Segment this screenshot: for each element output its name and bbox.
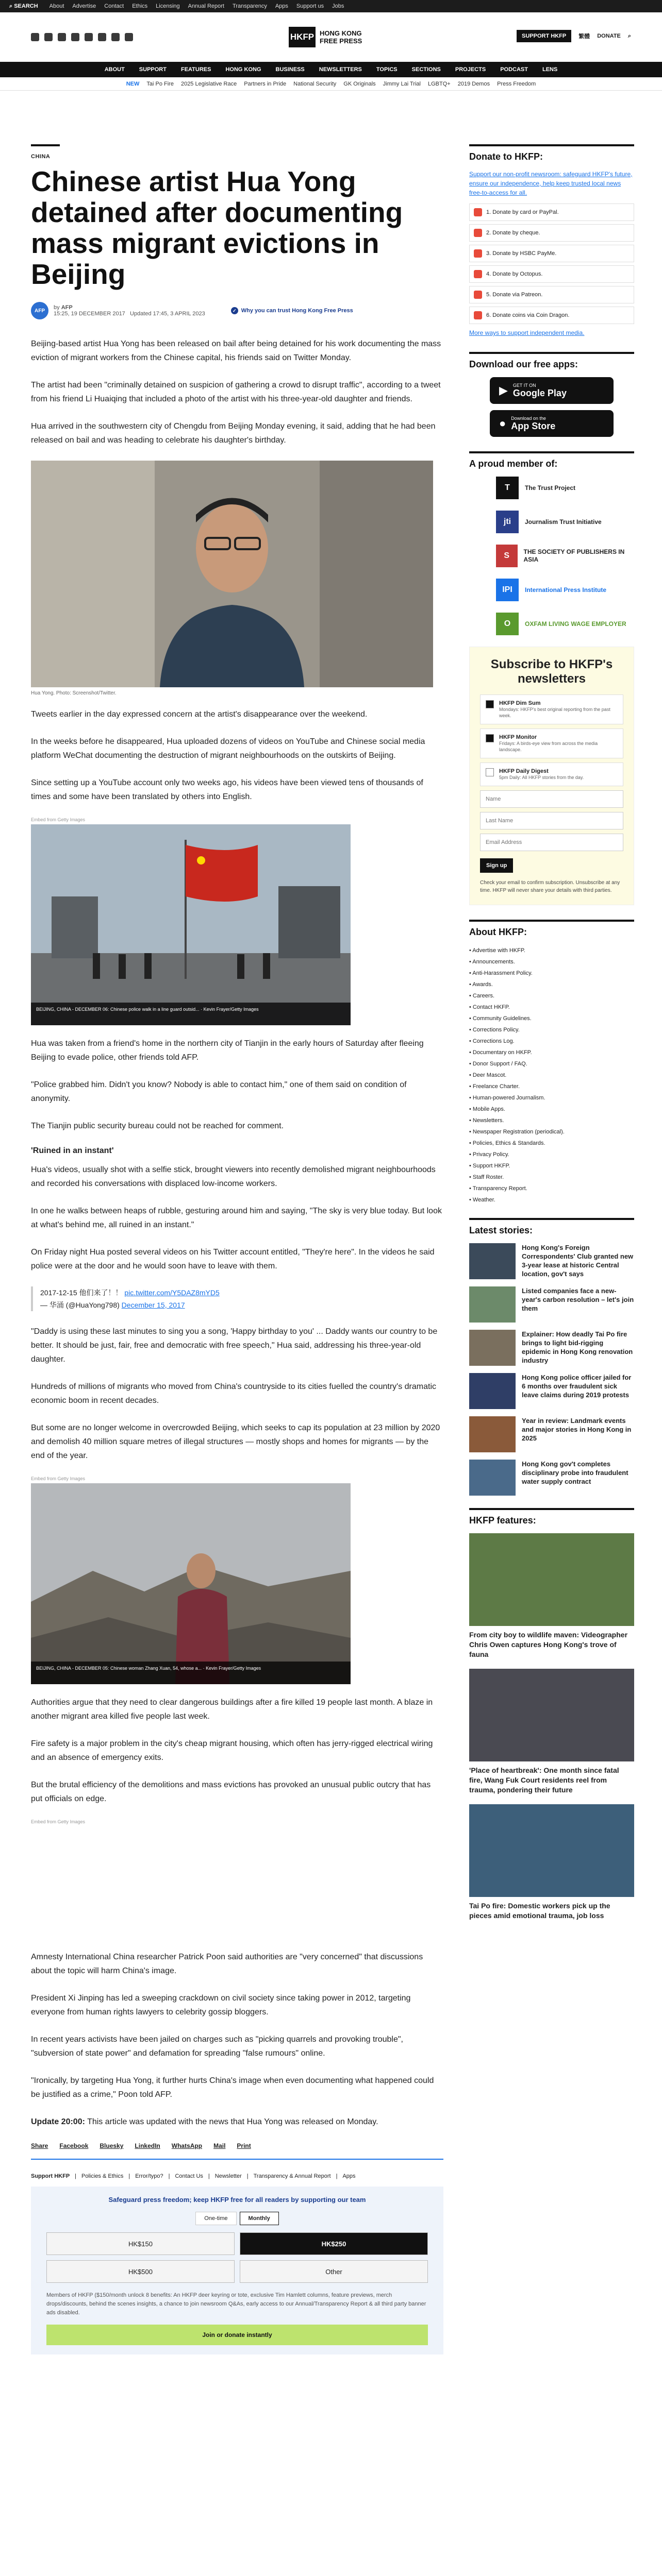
newsletter-title: Subscribe to HKFP's newsletters <box>490 657 613 686</box>
donate-section <box>469 144 634 337</box>
member-logo[interactable] <box>496 545 634 567</box>
features-section <box>469 1508 634 1921</box>
top-link-apps[interactable]: Apps <box>275 3 288 9</box>
donate-intro[interactable]: Support our non-profit newsroom: safeguard HKFP's future, ensure our independence, help keep trusted local news free-to-access for all. <box>469 171 633 196</box>
donate-method[interactable] <box>469 204 634 221</box>
latest-story[interactable] <box>469 1330 634 1366</box>
oxfam-icon: O <box>496 613 519 635</box>
support-hkfp-button[interactable]: SUPPORT HKFP <box>517 30 571 42</box>
category-rule <box>31 144 60 146</box>
about-link[interactable]: • Freelance Charter. <box>469 1083 520 1090</box>
trending-item[interactable]: 2025 Legislative Race <box>180 80 237 87</box>
share-whatsapp[interactable]: WhatsApp <box>171 2142 203 2149</box>
newsletter-option[interactable] <box>480 762 623 786</box>
about-link[interactable]: • Advertise with HKFP. <box>469 947 525 954</box>
tab-monthly[interactable]: Monthly <box>240 2212 279 2225</box>
about-link[interactable]: • Careers. <box>469 993 495 999</box>
about-link[interactable]: • Support HKFP. <box>469 1163 510 1169</box>
about-title: About HKFP: <box>469 920 634 938</box>
donation-frequency-tabs <box>46 2212 428 2225</box>
trending-item[interactable]: Jimmy Lai Trial <box>383 80 421 87</box>
donate-method-label: 1. Donate by card or PayPal. <box>486 209 559 215</box>
join-donate-button[interactable]: Join or donate instantly <box>46 2325 428 2345</box>
sidebar <box>469 144 634 1930</box>
story-thumbnail <box>469 1330 516 1366</box>
publish-date: 15:25, 19 DECEMBER 2017 <box>54 311 125 317</box>
amount-option[interactable]: HK$500 <box>46 2260 235 2283</box>
story-thumbnail <box>469 1373 516 1409</box>
top-link-licensing[interactable]: Licensing <box>156 3 180 9</box>
nav-sections[interactable]: SECTIONS <box>411 66 441 73</box>
donate-method-label: 3. Donate by HSBC PayMe. <box>486 250 557 257</box>
top-link-transparency[interactable]: Transparency <box>232 3 267 9</box>
donation-amounts <box>46 2232 428 2283</box>
about-link[interactable]: • Donor Support / FAQ. <box>469 1061 527 1067</box>
option-desc: Mondays: HKFP's best original reporting from the past week. <box>499 707 610 718</box>
paragraph: Hua arrived in the southwestern city of Chengdu from Beijing Monday evening, it said, adding that he had been released on bail and was heading to celebrate his daughter's birthday. <box>31 422 436 445</box>
article-title: Chinese artist Hua Yong detained after documenting mass migrant evictions in Beijing <box>31 165 403 290</box>
paragraph: President Xi Jinping has led a sweeping crackdown on civil society since taking power in 2012, targeting everyone from human rights lawyers to celebrity gossip bloggers. <box>31 1994 411 2016</box>
about-link[interactable]: • Newspaper Registration (periodical). <box>469 1129 565 1135</box>
embedded-tweet[interactable] <box>31 1286 443 1311</box>
latest-section <box>469 1218 634 1496</box>
paragraph: In recent years activists have been jailed on charges such as "picking quarrels and provoking trouble", "subversion of state power" and defamation for spreading "false rumours" online. <box>31 2035 403 2058</box>
amount-option-other[interactable]: Other <box>240 2260 428 2283</box>
latest-story[interactable] <box>469 1243 634 1279</box>
getty-caption: BEIJING, CHINA - DECEMBER 06: Chinese police walk in a line guard outsid... · Kevin Frayer/Getty Images <box>31 1003 351 1025</box>
top-utility-bar <box>0 0 662 12</box>
share-facebook[interactable]: Facebook <box>59 2142 89 2149</box>
sopa-icon: S <box>496 545 518 567</box>
story-thumbnail <box>469 1243 516 1279</box>
about-list <box>469 945 634 1206</box>
hua-yong-photo <box>31 461 433 687</box>
member-name: THE SOCIETY OF PUBLISHERS IN ASIA <box>523 548 625 563</box>
member-name: OXFAM LIVING WAGE EMPLOYER <box>525 620 626 628</box>
feature-story[interactable] <box>469 1669 634 1795</box>
membership-note: Members of HKFP ($150/month unlock 8 benefits: An HKFP deer keyring or tote, exclusive Tim Hamlett columns, feature previews, merch drops/discounts, behind the scenes insights, a chance to join newsroom Q&As, early access to our Annual/Transparency Report & all third party banner ads disabled. <box>46 2292 426 2316</box>
badge-big-text: Google Play <box>512 387 567 398</box>
byline: AFP by AFP 15:25, 19 DECEMBER 2017 Updated 17:45, 3 APRIL 2023 ✓ Why you can trust Hong Kong Free Press <box>31 302 443 319</box>
feature-title: Tai Po fire: Domestic workers pick up the pieces amid emotional trauma, job loss <box>469 1902 610 1920</box>
story-title: Hong Kong police officer jailed for 6 months over fraudulent sick leave claims during 2019 protests <box>522 1374 632 1399</box>
apple-icon: ● <box>499 417 506 430</box>
donate-method-label: 4. Donate by Octopus. <box>486 271 543 277</box>
app-store-badge[interactable] <box>490 410 614 437</box>
nav-podcast[interactable]: PODCAST <box>500 66 528 73</box>
check-icon: ✓ <box>231 307 238 314</box>
play-icon: ▶ <box>499 384 508 397</box>
donate-method-label: 6. Donate coins via Coin Dragon. <box>486 312 570 318</box>
about-link[interactable]: • Newsletters. <box>469 1117 504 1124</box>
tweet-text: 2017-12-15 他们来了！！ <box>40 1289 123 1297</box>
signup-button[interactable]: Sign up <box>480 858 513 873</box>
latest-story[interactable] <box>469 1416 634 1452</box>
story-title: Explainer: How deadly Tai Po fire brings to light bid-rigging epidemic in Hong Kong renovation industry <box>522 1330 633 1364</box>
logo-text: HONG KONG FREE PRESS <box>320 29 362 45</box>
lead-photo-figure <box>31 461 443 696</box>
paragraph: On Friday night Hua posted several videos on his Twitter account entitled, "They're here". In the videos he said police were at the door and he would soon have to leave with them. <box>31 1248 435 1270</box>
share-bluesky[interactable]: Bluesky <box>100 2142 124 2149</box>
police-scene-illustration <box>31 824 351 1025</box>
nav-business[interactable]: BUSINESS <box>275 66 305 73</box>
paragraph: But some are no longer welcome in overcrowded Beijing, which seeks to cap its population at 23 million by 2020 and demolish 40 million square metres of illegal structures — mostly shops and homes for migrants — by the end of the year. <box>31 1423 440 1460</box>
paragraph: "Police grabbed him. Didn't you know? Nobody is able to contact him," one of them said on condition of anonymity. <box>31 1080 407 1103</box>
search-link[interactable]: ⌕ SEARCH <box>9 3 38 9</box>
about-link[interactable]: • Transparency Report. <box>469 1185 527 1192</box>
member-logo[interactable] <box>496 579 634 601</box>
checkbox[interactable] <box>486 768 494 776</box>
paragraph: "Daddy is using these last minutes to sing you a song, 'Happy birthday to you' ... Daddy wants our country to be better. It should be just, fair, free and democratic with free speech," Hua said, addressing his three-year-old daughter. <box>31 1327 438 1364</box>
option-title: HKFP Daily Digest <box>499 768 549 774</box>
card-icon <box>474 208 482 216</box>
article <box>31 144 443 2354</box>
footer-link-contact[interactable]: Contact Us <box>175 2173 203 2179</box>
latest-story[interactable] <box>469 1286 634 1323</box>
youtube-icon[interactable] <box>85 33 93 41</box>
memberships-section <box>469 451 634 635</box>
latest-story[interactable] <box>469 1373 634 1409</box>
about-link[interactable]: • Documentary on HKFP. <box>469 1049 532 1056</box>
share-bar <box>31 2142 443 2149</box>
newsletter-option[interactable] <box>480 694 623 724</box>
getty-embed-3-placeholder <box>31 1826 443 1950</box>
about-link[interactable]: • Weather. <box>469 1197 495 1203</box>
footer-link-transparency[interactable]: Transparency & Annual Report <box>253 2173 331 2179</box>
footer-link-error[interactable]: Error/typo? <box>135 2173 163 2179</box>
top-link-contact[interactable]: Contact <box>104 3 124 9</box>
about-link[interactable]: • Deer Mascot. <box>469 1072 507 1078</box>
email-input[interactable] <box>480 834 623 851</box>
about-link[interactable]: • Community Guidelines. <box>469 1015 532 1022</box>
nav-features[interactable]: FEATURES <box>180 66 211 73</box>
getty-label: Embed from Getty Images <box>31 1819 86 1824</box>
trending-item[interactable]: National Security <box>293 80 337 87</box>
more-ways-link[interactable]: More ways to support independent media. <box>469 329 585 336</box>
donation-title: Safeguard press freedom; keep HKFP free for all readers by supporting our team <box>108 2196 366 2204</box>
mail-icon[interactable] <box>125 33 133 41</box>
signup-note: Check your email to confirm subscription. Unsubscribe at any time. HKFP will never share your details with third parties. <box>480 880 620 893</box>
language-switch[interactable]: 繁體 <box>578 33 590 40</box>
badge-small-text: GET IT ON <box>512 382 536 388</box>
trending-item[interactable]: Partners in Pride <box>244 80 287 87</box>
facebook-icon[interactable] <box>31 33 39 41</box>
story-title: Hong Kong gov't completes disciplinary probe into fraudulent water supply contract <box>522 1460 628 1485</box>
search-icon[interactable]: ⌕ <box>627 32 631 39</box>
main-nav <box>0 62 662 77</box>
update-text: This article was updated with the news that Hua Yong was released on Monday. <box>87 2117 378 2126</box>
paragraph: The Tianjin public security bureau could not be reached for comment. <box>31 1122 284 1130</box>
about-link[interactable]: • Staff Roster. <box>469 1174 504 1180</box>
article-category[interactable]: CHINA <box>31 154 51 160</box>
top-link-advertise[interactable]: Advertise <box>72 3 96 9</box>
ipi-icon: IPI <box>496 579 519 601</box>
bluesky-icon[interactable] <box>98 33 106 41</box>
newsletter-signup <box>469 647 634 905</box>
newsletter-option[interactable] <box>480 728 623 758</box>
getty-label: Embed from Getty Images <box>31 1476 86 1481</box>
nav-topics[interactable]: TOPICS <box>376 66 398 73</box>
top-link-jobs[interactable]: Jobs <box>332 3 344 9</box>
donate-method[interactable] <box>469 307 634 324</box>
donation-widget <box>31 2187 443 2354</box>
updated-date: Updated 17:45, 3 APRIL 2023 <box>129 311 205 317</box>
share-button[interactable]: Share <box>31 2142 48 2149</box>
payme-icon <box>474 249 482 258</box>
photo-caption: Hua Yong. Photo: Screenshot/Twitter. <box>31 690 117 696</box>
amount-option-selected[interactable]: HK$250 <box>240 2232 428 2255</box>
author-name[interactable]: AFP <box>61 304 73 311</box>
last-name-input[interactable] <box>480 812 623 829</box>
story-title: Year in review: Landmark events and major stories in Hong Kong in 2025 <box>522 1417 632 1442</box>
nav-lens[interactable]: LENS <box>542 66 558 73</box>
tweet-link[interactable]: pic.twitter.com/Y5DAZ8mYD5 <box>124 1289 220 1297</box>
story-title: Hong Kong's Foreign Correspondents' Club granted new 3-year lease at historic Central location, gov't says <box>522 1244 634 1278</box>
paragraph: Hundreds of millions of migrants who moved from China's countryside to its cities fuelled the country's dramatic economic boom in recent decades. <box>31 1382 436 1405</box>
latest-story[interactable] <box>469 1460 634 1496</box>
apps-section-title: Download our free apps: <box>469 352 634 370</box>
about-link[interactable]: • Announcements. <box>469 959 515 965</box>
trending-item[interactable]: GK Originals <box>343 80 376 87</box>
about-link[interactable]: • Human-powered Journalism. <box>469 1095 545 1101</box>
author-avatar[interactable]: AFP <box>31 302 48 319</box>
share-mail[interactable]: Mail <box>213 2142 226 2149</box>
tweet-author: — 华涌 (@HuaYong798) <box>40 1301 120 1309</box>
getty-photo-woman <box>31 1483 351 1684</box>
paragraph: Authorities argue that they need to clear dangerous buildings after a fire killed 19 people last month. A blaze in another migrant area killed five people last week. <box>31 1698 433 1721</box>
feature-image <box>469 1669 634 1761</box>
share-linkedin[interactable]: LinkedIn <box>135 2142 160 2149</box>
option-title: HKFP Monitor <box>499 734 537 740</box>
paragraph: The artist had been "criminally detained on suspicion of gathering a crowd to disrupt traffic", according to a tweet from his friend Li Huaiqing that included a photo of the artist with his three-year-old daughter and friends. <box>31 381 441 403</box>
trust-link-label: Why you can trust Hong Kong Free Press <box>241 308 353 314</box>
divider <box>31 2159 443 2160</box>
trending-item[interactable]: LGBTQ+ <box>428 80 451 87</box>
paragraph: Hua was taken from a friend's home in the northern city of Tianjin in the early hours of Saturday after fleeing Beijing to evade police, other friends told AFP. <box>31 1039 424 1062</box>
site-header <box>0 12 662 62</box>
memberships-title: A proud member of: <box>469 451 634 469</box>
feature-image <box>469 1804 634 1897</box>
coin-icon <box>474 311 482 319</box>
jti-icon: jti <box>496 511 519 533</box>
paragraph: Tweets earlier in the day expressed concern at the artist's disappearance over the weekend. <box>31 710 368 719</box>
tab-one-time[interactable]: One-time <box>195 2212 236 2225</box>
footer-link-newsletter[interactable]: Newsletter <box>214 2173 242 2179</box>
feature-story[interactable] <box>469 1533 634 1659</box>
trending-label: NEW <box>126 80 140 87</box>
paragraph: But the brutal efficiency of the demolitions and mass evictions has provoked an unusual public outcry that has put officials on edge. <box>31 1781 431 1803</box>
about-link[interactable]: • Privacy Policy. <box>469 1151 509 1158</box>
trending-item[interactable]: Press Freedom <box>497 80 536 87</box>
top-link-about[interactable]: About <box>49 3 64 9</box>
header-actions <box>517 30 631 42</box>
option-desc: 5pm Daily: All HKFP stories from the day. <box>499 775 584 780</box>
trending-bar <box>0 77 662 91</box>
search-label: SEARCH <box>14 3 38 9</box>
about-link[interactable]: • Mobile Apps. <box>469 1106 505 1112</box>
paragraph: Beijing-based artist Hua Yong has been released on bail after being detained for his work documenting the mass eviction of migrant workers from the Chinese capital, his friends said on Twitter Monday. <box>31 340 441 362</box>
footer-link-apps[interactable]: Apps <box>342 2173 356 2179</box>
member-name: The Trust Project <box>525 484 576 492</box>
member-logo[interactable] <box>496 511 634 533</box>
subheading: 'Ruined in an instant' <box>31 1146 114 1155</box>
footer-link-policies[interactable]: Policies & Ethics <box>81 2173 124 2179</box>
nav-projects[interactable]: PROJECTS <box>455 66 486 73</box>
share-print[interactable]: Print <box>237 2142 251 2149</box>
donate-method-label: 2. Donate by cheque. <box>486 230 540 236</box>
story-thumbnail <box>469 1286 516 1323</box>
checkbox-checked[interactable] <box>486 700 494 708</box>
about-link[interactable]: • Contact HKFP. <box>469 1004 510 1010</box>
member-name: International Press Institute <box>525 586 607 594</box>
update-note <box>31 2115 443 2129</box>
paragraph: Since setting up a YouTube account only two weeks ago, his videos have been viewed tens of thousands of times and some have been translated by others into English. <box>31 778 423 801</box>
paragraph: Amnesty International China researcher Patrick Poon said authorities are "very concerned" that discussions about the topic will harm China's image. <box>31 1953 423 1975</box>
donate-method[interactable] <box>469 245 634 262</box>
footer-link-support[interactable]: Support HKFP <box>31 2173 70 2179</box>
checkbox-checked[interactable] <box>486 734 494 742</box>
feature-story[interactable] <box>469 1804 634 1921</box>
donate-method[interactable] <box>469 286 634 303</box>
paragraph: Fire safety is a major problem in the city's cheap migrant housing, which often has jerry-rigged electrical wiring and an absence of emergency exits. <box>31 1739 433 1762</box>
google-play-badge[interactable] <box>490 377 614 404</box>
donate-method[interactable] <box>469 224 634 242</box>
getty-caption: BEIJING, CHINA - DECEMBER 05: Chinese woman Zhang Xuan, 54, whose a... · Kevin Frayer/Getty Images <box>31 1662 351 1684</box>
member-logo[interactable] <box>496 477 634 499</box>
story-title: Listed companies face a new-year's carbon resolution – let's join them <box>522 1287 634 1312</box>
logo-mark: HKFP <box>289 27 316 47</box>
amount-option[interactable]: HK$150 <box>46 2232 235 2255</box>
donate-method[interactable] <box>469 265 634 283</box>
about-link[interactable]: • Anti-Harassment Policy. <box>469 970 533 976</box>
option-title: HKFP Dim Sum <box>499 700 541 706</box>
getty-label: Embed from Getty Images <box>31 817 86 822</box>
trust-link[interactable] <box>231 307 353 314</box>
top-link-support[interactable]: Support us <box>296 3 324 9</box>
top-link-ethics[interactable]: Ethics <box>132 3 148 9</box>
about-link[interactable]: • Policies, Ethics & Standards. <box>469 1140 545 1146</box>
portrait-illustration <box>31 461 433 687</box>
tweet-date[interactable]: December 15, 2017 <box>121 1301 185 1309</box>
nav-support[interactable]: SUPPORT <box>139 66 167 73</box>
apps-section <box>469 352 634 437</box>
getty-photo-police <box>31 824 351 1025</box>
demolition-scene-illustration <box>31 1483 351 1684</box>
trending-item[interactable]: Tai Po Fire <box>146 80 174 87</box>
feature-image <box>469 1533 634 1626</box>
paragraph: In one he walks between heaps of rubble, gesturing around him and saying, "The sky is very blue today. But look at what's behind me, all ruined in an instant." <box>31 1207 442 1229</box>
feature-title: 'Place of heartbreak': One month since fatal fire, Wang Fuk Court residents reel from trauma, pondering their future <box>469 1766 619 1794</box>
first-name-input[interactable] <box>480 790 623 808</box>
article-footer-links: Support HKFP | Policies & Ethics | Error/typo? | Contact Us | Newsletter | Transparency & Annual Report | Apps <box>31 2173 356 2179</box>
latest-title: Latest stories: <box>469 1218 634 1236</box>
threads-icon[interactable] <box>71 33 79 41</box>
features-title: HKFP features: <box>469 1508 634 1526</box>
trust-project-icon: T <box>496 477 519 499</box>
story-thumbnail <box>469 1460 516 1496</box>
paragraph: In the weeks before he disappeared, Hua uploaded dozens of videos on YouTube and Chinese social media platform WeChat documenting the destruction of migrant neighbourhoods on the outskirts of Beijing. <box>31 737 425 760</box>
top-link-annual-report[interactable]: Annual Report <box>188 3 224 9</box>
about-link[interactable]: • Corrections Log. <box>469 1038 515 1044</box>
getty-embed-1[interactable] <box>31 817 443 1025</box>
feature-title: From city boy to wildlife maven: Videographer Chris Owen captures Hong Kong's trove of fauna <box>469 1631 628 1658</box>
donate-section-title: Donate to HKFP: <box>469 144 634 162</box>
nav-hong-kong[interactable]: HONG KONG <box>225 66 261 73</box>
about-link[interactable]: • Corrections Policy. <box>469 1027 520 1033</box>
nav-about[interactable]: ABOUT <box>104 66 125 73</box>
cheque-icon <box>474 229 482 237</box>
social-icons <box>31 33 133 41</box>
paragraph: Hua's videos, usually shot with a selfie stick, brought viewers into recently demolished migrant neighbourhoods and recorded his conversations with displaced low-income workers. <box>31 1165 436 1188</box>
octopus-icon <box>474 270 482 278</box>
getty-embed-2[interactable] <box>31 1476 443 1684</box>
about-section <box>469 920 634 1206</box>
badge-big-text: App Store <box>511 420 556 431</box>
rss-icon[interactable] <box>111 33 120 41</box>
patreon-icon <box>474 291 482 299</box>
x-icon[interactable] <box>44 33 53 41</box>
badge-small-text: Download on the <box>511 415 546 421</box>
donate-method-label: 5. Donate via Patreon. <box>486 292 543 298</box>
member-logo[interactable] <box>496 613 634 635</box>
member-name: Journalism Trust Initiative <box>525 518 602 526</box>
update-label: Update 20:00: <box>31 2117 85 2126</box>
donate-link[interactable]: DONATE <box>597 33 621 39</box>
story-thumbnail <box>469 1416 516 1452</box>
instagram-icon[interactable] <box>58 33 66 41</box>
paragraph: "Ironically, by targeting Hua Yong, it further hurts China's image when even documenting what happened could be justified as a crime," Poon told AFP. <box>31 2076 434 2099</box>
trending-item[interactable]: 2019 Demos <box>457 80 490 87</box>
site-logo[interactable] <box>289 27 366 47</box>
option-desc: Fridays: A birds-eye view from across the media landscape. <box>499 741 598 752</box>
about-link[interactable]: • Awards. <box>469 981 493 988</box>
nav-newsletters[interactable]: NEWSLETTERS <box>319 66 362 73</box>
